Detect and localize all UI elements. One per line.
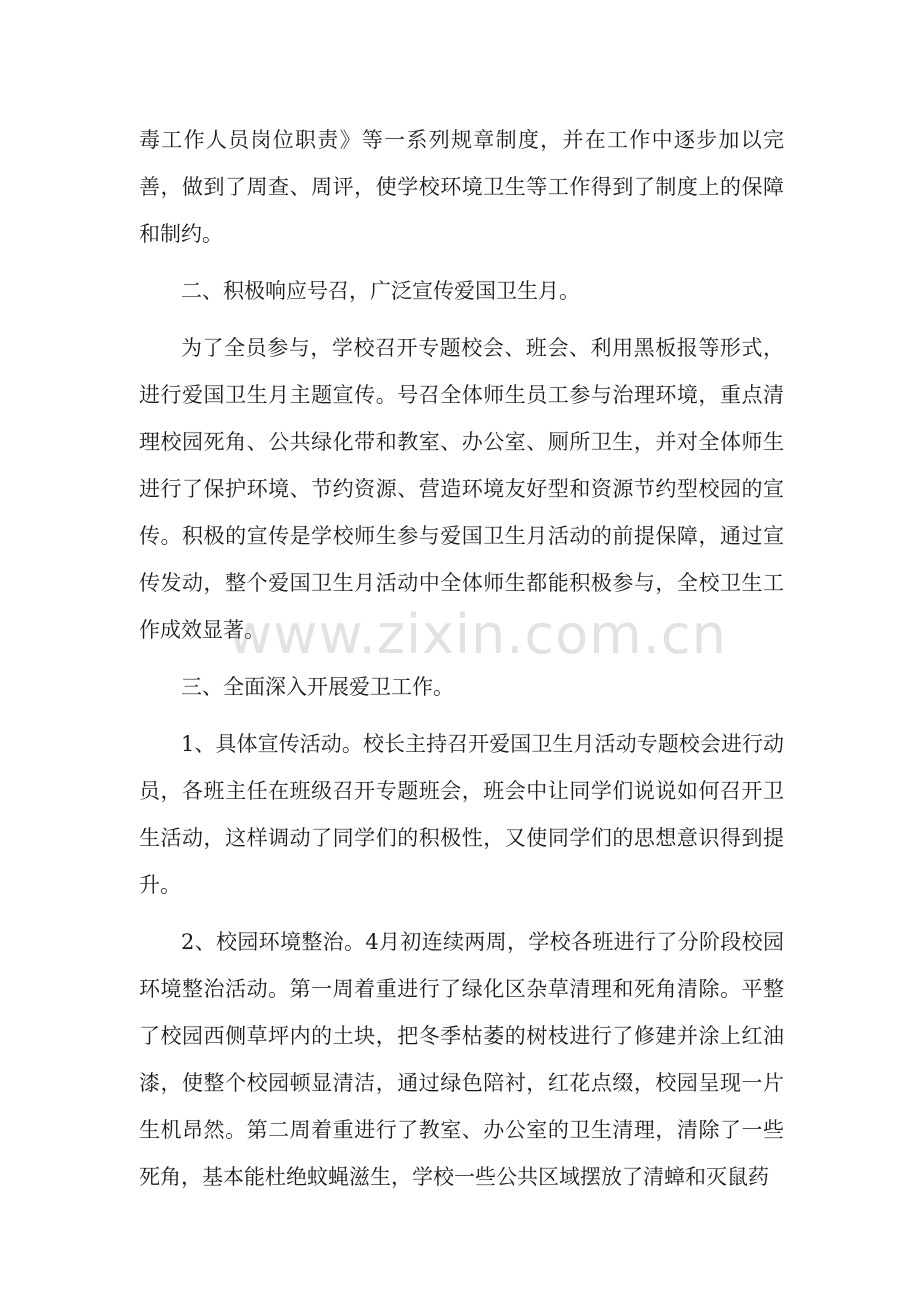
paragraph-gap xyxy=(139,711,784,721)
section-heading-3: 三、全面深入开展爱卫工作。 xyxy=(181,675,454,699)
paragraph-item-1: 1、具体宣传活动。校长主持召开爱国卫生月活动专题校会进行动员，各班主任在班级召开专题班会，班会中让同学们说说如何召开卫生活动，这样调动了同学们的积极性，又使同学们的思想意识得到提升。 xyxy=(139,732,784,897)
paragraph-item-2: 2、校园环境整治。4月初连续两周，学校各班进行了分阶段校园环境整治活动。第一周着重进行了绿化区杂草清理和死角清除。平整了校园西侧草坪内的土块，把冬季枯萎的树枝进行了修建并涂上红油漆，使整个校园顿显清洁，通过绿色陪衬，红花点缀，校园呈现一片生机昂然。第二周着重进行了教室、办公室的卫生清理，清除了一些死角，基本能杜绝蚊蝇滋生，学校一些公共区域摆放了清蟑和灭鼠药 xyxy=(139,930,784,1189)
paragraph-publicity: 为了全员参与，学校召开专题校会、班会、利用黑板报等形式，进行爱国卫生月主题宣传。号召全体师生员工参与治理环境，重点清理校园死角、公共绿化带和教室、办公室、厕所卫生，并对全体师生进行了保护环境、节约资源、营造环境友好型和资源节约型校园的宣传。积极的宣传是学校师生参与爱国卫生月活动的前提保障，通过宣传发动，整个爱国卫生月活动中全体师生都能积极参与，全校卫生工作成效显著。 xyxy=(139,336,784,642)
paragraph-gap xyxy=(139,654,784,664)
watermark: www.zixin.com.cn xyxy=(228,603,727,666)
paragraph-gap xyxy=(139,258,784,268)
section-heading-2: 二、积极响应号召，广泛宣传爱国卫生月。 xyxy=(181,279,580,303)
paragraph-gap xyxy=(139,909,784,919)
paragraph-regulations-continued: 毒工作人员岗位职责》等一系列规章制度，并在工作中逐步加以完善，做到了周查、周评，使学校环境卫生等工作得到了制度上的保障和制约。 xyxy=(139,128,784,246)
paragraph-gap xyxy=(139,315,784,325)
document-body xyxy=(139,117,784,1201)
